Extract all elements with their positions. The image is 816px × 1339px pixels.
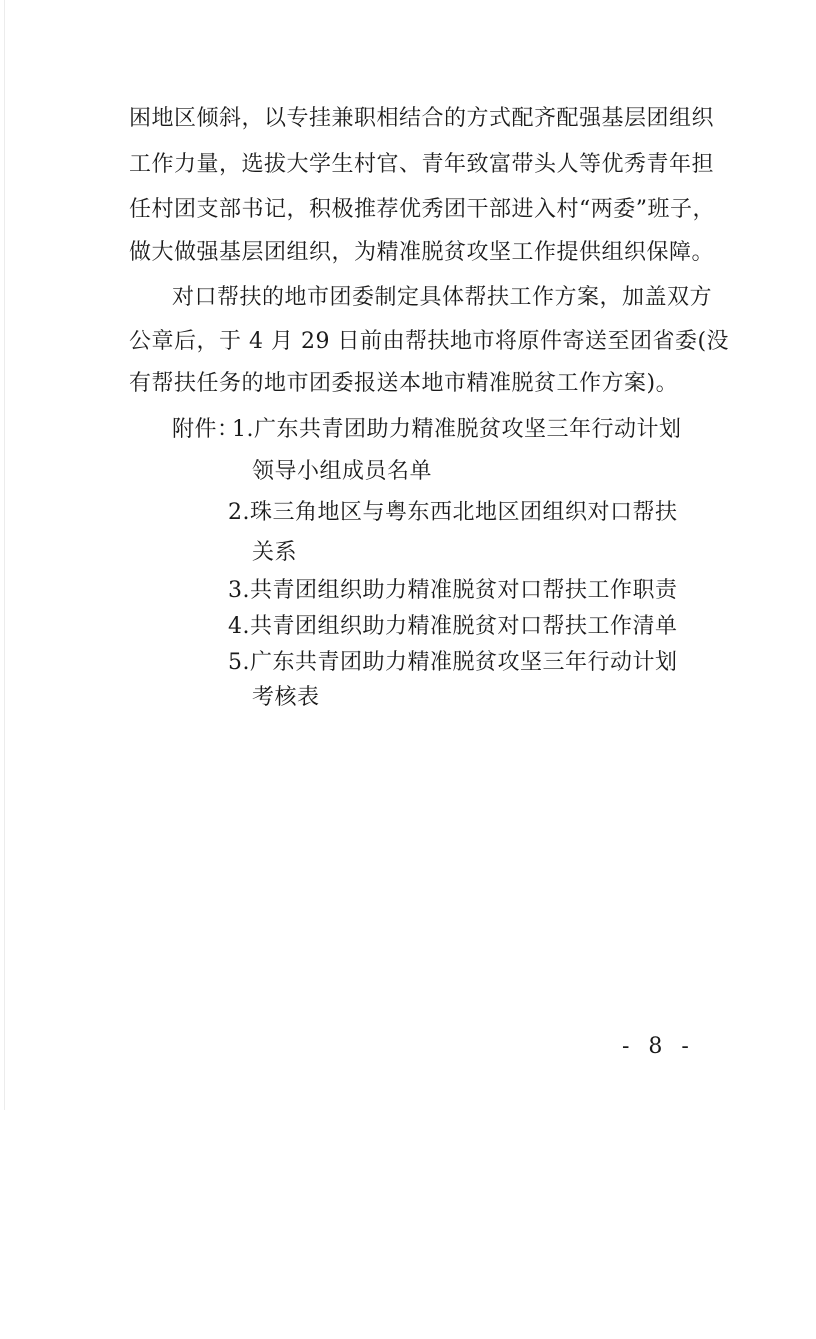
attachment-2-line-1: 2.珠三角地区与粤东西北地区团组织对口帮扶 (228, 500, 678, 525)
attachment-5-line-2: 考核表 (252, 685, 320, 710)
attachment-3-line-1: 3.共青团组织助力精准脱贫对口帮扶工作职责 (228, 578, 678, 603)
scan-edge (4, 0, 5, 1110)
attachment-5-line-1: 5.广东共青团助力精准脱贫攻坚三年行动计划 (228, 650, 678, 675)
attachment-1-line-2: 领导小组成员名单 (252, 459, 433, 484)
paragraph1-line-2: 工作力量，选拔大学生村官、青年致富带头人等优秀青年担 (129, 152, 715, 177)
paragraph1-line-4: 做大做强基层团组织，为精准脱贫攻坚工作提供组织保障。 (129, 240, 715, 265)
paragraph2-line-3: 有帮扶任务的地市团委报送本地市精准脱贫工作方案)。 (129, 371, 679, 396)
paragraph1-line-3: 任村团支部书记，积极推荐优秀团干部进入村“两委”班子， (129, 197, 715, 222)
paragraph2-line-1: 对口帮扶的地市团委制定具体帮扶工作方案，加盖双方 (172, 285, 713, 310)
attachment-4-line-1: 4.共青团组织助力精准脱贫对口帮扶工作清单 (228, 614, 678, 639)
paragraph2-line-2: 公章后，于 4 月 29 日前由帮扶地市将原件寄送至团省委(没 (129, 329, 730, 354)
attachments-label: 附件： (172, 417, 240, 442)
attachment-1-line-1: 1.广东共青团助力精准脱贫攻坚三年行动计划 (232, 417, 682, 442)
paragraph1-line-1: 困地区倾斜，以专挂兼职相结合的方式配齐配强基层团组织 (129, 106, 715, 131)
page-number: - 8 - (622, 1034, 695, 1059)
attachment-2-line-2: 关系 (252, 540, 298, 565)
